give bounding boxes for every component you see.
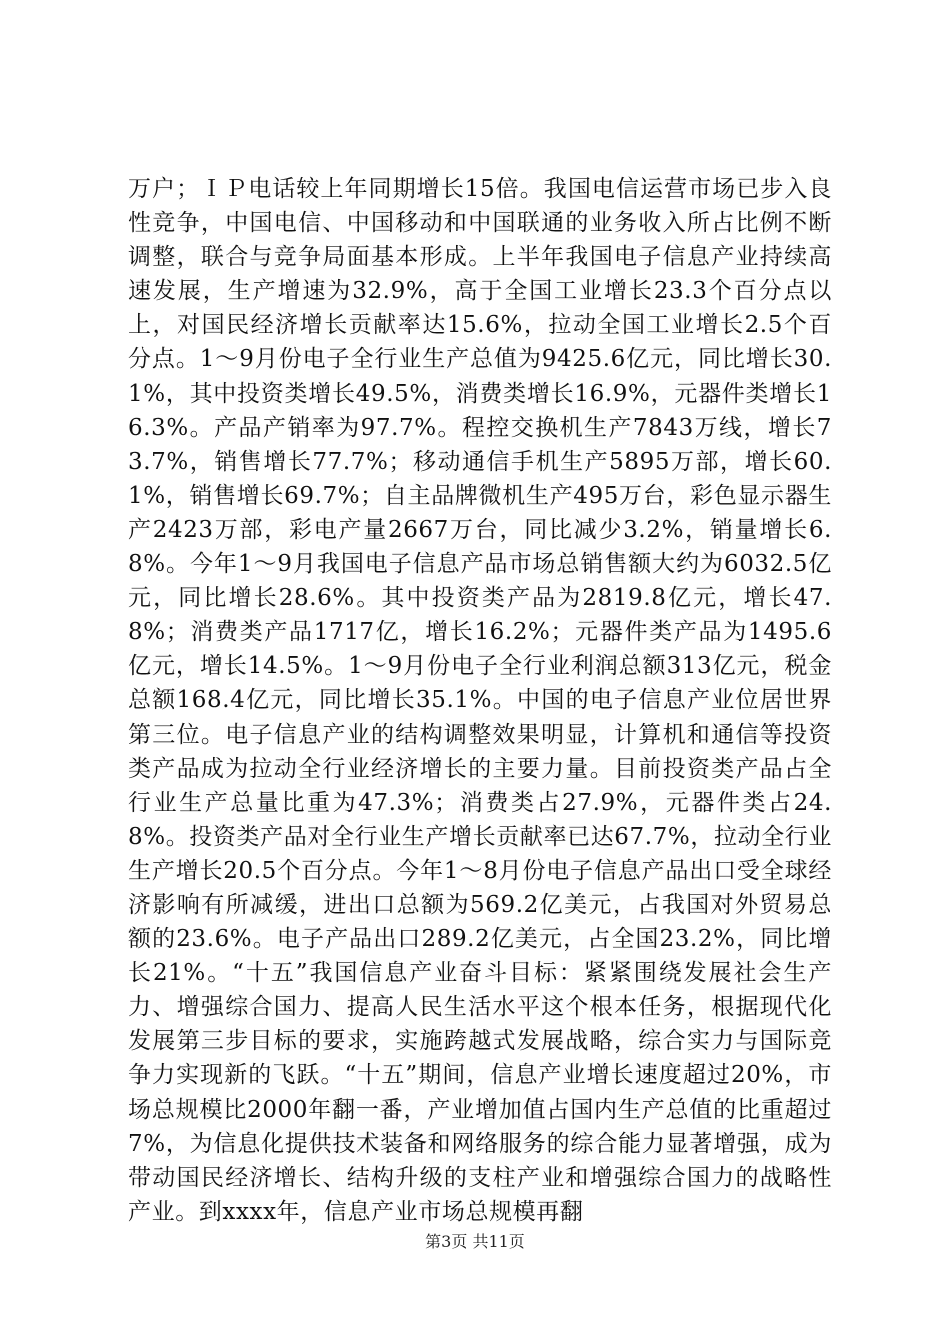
page-number-footer: 第3页 共11页 [425,1232,525,1251]
body-paragraph: 万户；ＩＰ电话较上年同期增长15倍。我国电信运营市场已步入良性竞争，中国电信、中国移动和中国联通的业务收入所占比例不断调整，联合与竞争局面基本形成。上半年我国电子信息产业持续高速发展，生产增速为32.9%，高于全国工业增长23.3个百分点以上，对国民经济增长贡献率达15.6%，拉动全国工业增长2.5个百分点。1～9月份电子全行业生产总值为9425.6亿元，同比增长30.1%，其中投资类增长49.5%，消费类增长16.9%，元器件类增长16.3%。产品产销率为97.7%。程控交换机生产7843万线，增长73.7%，销售增长77.7%；移动通信手机生产5895万部，增长60.1%，销售增长69.7%；自主品牌微机生产495万台，彩色显示器生产2423万部，彩电产量2667万台，同比减少3.2%，销量增长6.8%。今年1～9月我国电子信息产品市场总销售额大约为6032.5亿元，同比增长28.6%。其中投资类产品为2819.8亿元，增长47.8%；消费类产品1717亿，增长16.2%；元器件类产品为1495.6亿元，增长14.5%。1～9月份电子全行业利润总额313亿元，税金总额168.4亿元，同比增长35.1%。中国的电子信息产业位居世界第三位。电子信息产业的结构调整效果明显，计算机和通信等投资类产品成为拉动全行业经济增长的主要力量。目前投资类产品占全行业生产总量比重为47.3%；消费类占27.9%，元器件类占24.8%。投资类产品对全行业生产增长贡献率已达67.7%，拉动全行业生产增长20.5个百分点。今年1～8月份电子信息产品出口受全球经济影响有所减缓，进出口总额为569.2亿美元，占我国对外贸易总额的23.6%。电子产品出口289.2亿美元，占全国23.2%，同比增长21%。“十五”我国信息产业奋斗目标：紧紧围绕发展社会生产力、增强综合国力、提高人民生活水平这个根本任务，根据现代化发展第三步目标的要求，实施跨越式发展战略，综合实力与国际竞争力实现新的飞跃。“十五”期间，信息产业增长速度超过20%，市场总规模比2000年翻一番，产业增加值占国内生产总值的比重超过7%，为信息化提供技术装备和网络服务的综合能力显著增强，成为带动国民经济增长、结构升级的支柱产业和增强综合国力的战略性产业。到xxxx年，信息产业市场总规模再翻 [128,176,832,1225]
